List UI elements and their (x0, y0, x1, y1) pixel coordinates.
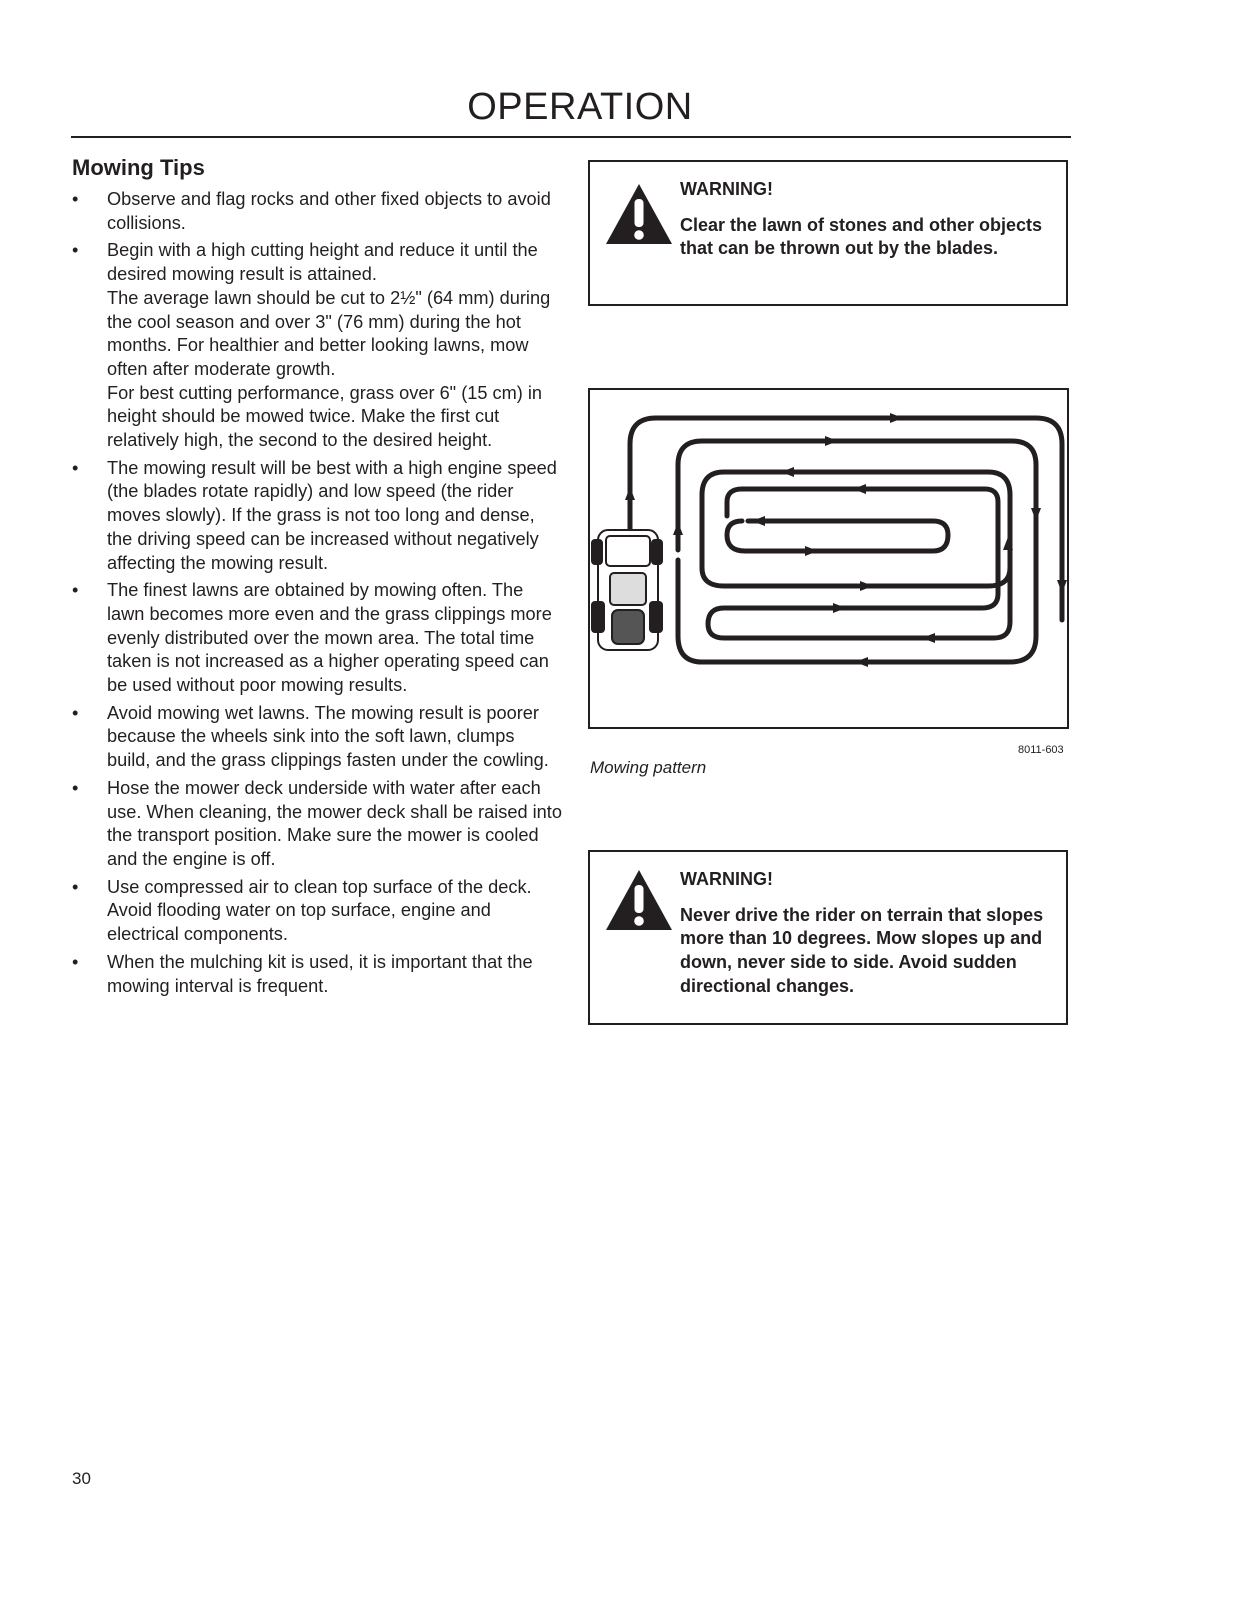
warning-title: WARNING! (680, 179, 773, 199)
mowing-pattern-diagram (588, 388, 1069, 729)
list-item (72, 951, 562, 998)
list-item (72, 188, 562, 235)
tip-text: The mowing result will be best with a high engine speed (the blades rotate rapidly) and low speed (the rider moves slowly). If the grass is not too long and dense, the driving speed can be increased without negatively affecting the mowing result. (107, 457, 557, 573)
warning-triangle-icon (604, 182, 674, 246)
warning-text-block (680, 178, 1056, 261)
warning-message: Never drive the rider on terrain that slopes more than 10 degrees. Mow slopes up and down, never side to side. Avoid sudden directional changes. (680, 904, 1044, 996)
mowing-tips-heading: Mowing Tips (72, 155, 205, 180)
list-item (72, 579, 562, 698)
mowing-tips-section (72, 155, 562, 1002)
path-loop-5 (727, 521, 948, 551)
tip-text: Avoid mowing wet lawns. The mowing result is poorer because the wheels sink into the soft lawn, clumps build, and the grass clippings fasten under the cowling. (107, 702, 549, 771)
warning-triangle-icon (604, 868, 674, 932)
riding-mower-illustration (592, 530, 662, 650)
tip-text-para: The average lawn should be cut to 2½" (64 mm) during the cool season and over 3" (76 mm) during the hot months. For healthier and better looking lawns, mow often after moderate growth. (107, 287, 551, 379)
figure-caption: Mowing pattern (590, 758, 707, 777)
list-item (72, 457, 562, 576)
tip-text: Observe and flag rocks and other fixed objects to avoid collisions. (107, 189, 551, 233)
tip-text: Hose the mower deck underside with water after each use. When cleaning, the mower deck shall be raised into the transport position. Make sure the mower is cooled and the engine is off. (107, 777, 562, 869)
list-item (72, 702, 562, 773)
tip-text: The finest lawns are obtained by mowing often. The lawn becomes more even and the grass clippings more evenly distributed over the mown area. The total time taken is not increased as a higher operating speed can be used without poor mowing results. (107, 580, 552, 696)
section-title: OPERATION (467, 86, 693, 128)
list-item (72, 777, 562, 872)
mowing-tips-list (72, 188, 562, 998)
warning-box (588, 160, 1068, 306)
list-item (72, 239, 562, 452)
path-loop-4 (708, 489, 1010, 638)
tip-text: • Begin with a high cutting height and reduce it until the desired mowing result is attained. (107, 240, 538, 285)
mowing-pattern-figure (590, 390, 1069, 729)
tip-text: Use compressed air to clean top surface of the deck. Avoid flooding water on top surface, engine and electrical components. (107, 876, 532, 945)
warning-message: Clear the lawn of stones and other objects that can be thrown out by the blades. (680, 214, 1043, 259)
header-rule (71, 136, 1071, 138)
warning-box (588, 850, 1068, 1025)
list-item (72, 876, 562, 947)
tip-text-para: For best cutting performance, grass over 6" (15 cm) in height should be mowed twice. Make the first cut relatively high, the second to the desired height. (107, 382, 543, 451)
warning-title: WARNING! (680, 869, 773, 889)
page-number: 30 (72, 1469, 91, 1488)
warning-text-block (680, 868, 1056, 999)
tip-text: When the mulching kit is used, it is important that the mowing interval is frequent. (107, 951, 533, 996)
figure-code: 8011-603 (1018, 744, 1064, 756)
